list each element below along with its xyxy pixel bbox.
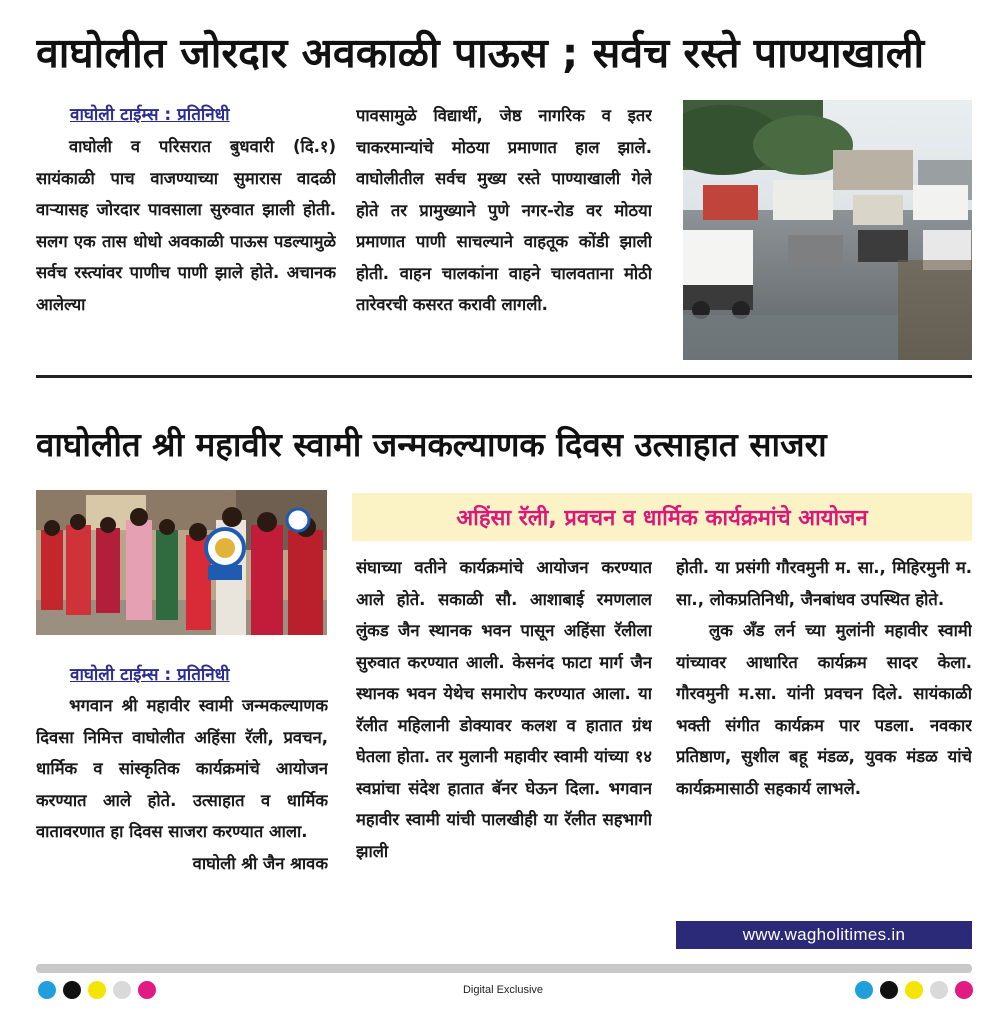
- article2-headline: वाघोलीत श्री महावीर स्वामी जन्मकल्याणक दिवस उत्साहात साजरा: [36, 425, 827, 464]
- yellow-dot: [905, 981, 923, 999]
- grey-dot: [113, 981, 131, 999]
- article2-column-3: [676, 552, 972, 914]
- article2-col3-paragraph-2: लुक अँड लर्न च्या मुलांनी महावीर स्वामी यांच्यावर आधारित कार्यक्रम सादर केला. गौरवमुनी म.सा. यांनी प्रवचन दिले. सायंकाळी भक्ती संगीत कार्यक्रम पार पडला. नवकार प्रतिष्ठाण, सुशील बहू मंडळ, युवक मंडळ यांचे कार्यक्रमासाठी सहकार्य लाभले.: [676, 621, 972, 798]
- article1-byline: वाघोली टाईम्स : प्रतिनिधी: [70, 105, 230, 125]
- article2-col1-paragraph: भगवान श्री महावीर स्वामी जन्मकल्याणक दिवसा निमित्त वाघोलीत अहिंसा रॅली, प्रवचन, धार्मिक व सांस्कृतिक कार्यक्रमांचे आयोजन करण्यात आले होते. उत्साहात व धार्मिक वातावरणात हा दिवस साजरा करण्यात आला.: [36, 696, 328, 841]
- registration-dots-right: [855, 981, 973, 999]
- black-dot: [63, 981, 81, 999]
- article1-col2-paragraph: पावसामुळे विद्यार्थी, जेष्ठ नागरिक व इतर चाकरमान्यांचे मोठया प्रमाणात हाल झाले. वाघोलीतील सर्वच मुख्य रस्ते पाण्याखाली गेले होते तर प्रामुख्याने पुणे नगर-रोड वर मोठया प्रमाणात पाणी साचल्याने वाहतूक कोंडी झाली होती. वाहन चालकांना वाहने चालवताना मोठी तारेवरची कसरत करावी लागली.: [356, 106, 652, 314]
- article2-byline: वाघोली टाईम्स : प्रतिनिधी: [70, 665, 230, 685]
- flooded-road-photo: [683, 100, 972, 360]
- footer-label: Digital Exclusive: [462, 984, 544, 996]
- cyan-dot: [38, 981, 56, 999]
- black-dot: [880, 981, 898, 999]
- magenta-dot: [138, 981, 156, 999]
- ahimsa-rally-photo: [36, 490, 327, 635]
- article2-column-1: [36, 690, 328, 952]
- article2-col2-paragraph: संघाच्या वतीने कार्यक्रमांचे आयोजन करण्यात आले होते. सकाळी सौ. आशाबाई रमणलाल लुंकड जैन स्थानक भवन पासून अहिंसा रॅलीला सुरुवात करण्यात आली. केसनंद फाटा मार्ग जैन स्थानक भवन येथेच समारोप करण्यात आला. या रॅलीत महिलानी डोक्यावर कलश व हातात ग्रंथ घेतला होता. तर मुलानी महावीर स्वामी यांच्या १४ स्वप्नांचा संदेश हातात बॅनर घेऊन दिला. भगवान महावीर स्वामी यांची पालखीही या रॅलीत सहभागी झाली: [356, 558, 652, 861]
- article1-headline: वाघोलीत जोरदार अवकाळी पाऊस ; सर्वच रस्ते पाण्याखाली: [36, 29, 925, 77]
- cyan-dot: [855, 981, 873, 999]
- article2-col3-paragraph-1: होती. या प्रसंगी गौरवमुनी म. सा., मिहिरमुनी म. सा., लोकप्रतिनिधी, जैनबांधव उपस्थित होते.: [676, 558, 972, 609]
- footer-bar: [36, 964, 972, 973]
- rally-image: [36, 490, 327, 635]
- article1-col1-paragraph: वाघोली व परिसरात बुधवारी (दि.१) सायंकाळी पाच वाजण्याच्या सुमारास वादळी वाऱ्यासह जोरदार पावसाला सुरुवात झाली होती. सलग एक तास धोधो अवकाळी पाऊस पडल्यामुळे सर्वच रस्त्यांवर पाणीच पाणी झाले होते. अचानक आलेल्या: [36, 137, 336, 314]
- yellow-dot: [88, 981, 106, 999]
- section-divider: [36, 375, 972, 378]
- article2-subheadline: अहिंसा रॅली, प्रवचन व धार्मिक कार्यक्रमांचे आयोजन: [352, 493, 972, 541]
- article2-column-2: [356, 552, 652, 952]
- registration-dots-left: [38, 981, 156, 999]
- grey-dot: [930, 981, 948, 999]
- magenta-dot: [955, 981, 973, 999]
- article2-col1-continuation: वाघोली श्री जैन श्रावक: [192, 853, 328, 873]
- article1-column-1: [36, 131, 336, 365]
- article1-column-2: [356, 100, 652, 365]
- flooded-road-image: [683, 100, 972, 360]
- website-link[interactable]: www.wagholitimes.in: [676, 921, 972, 949]
